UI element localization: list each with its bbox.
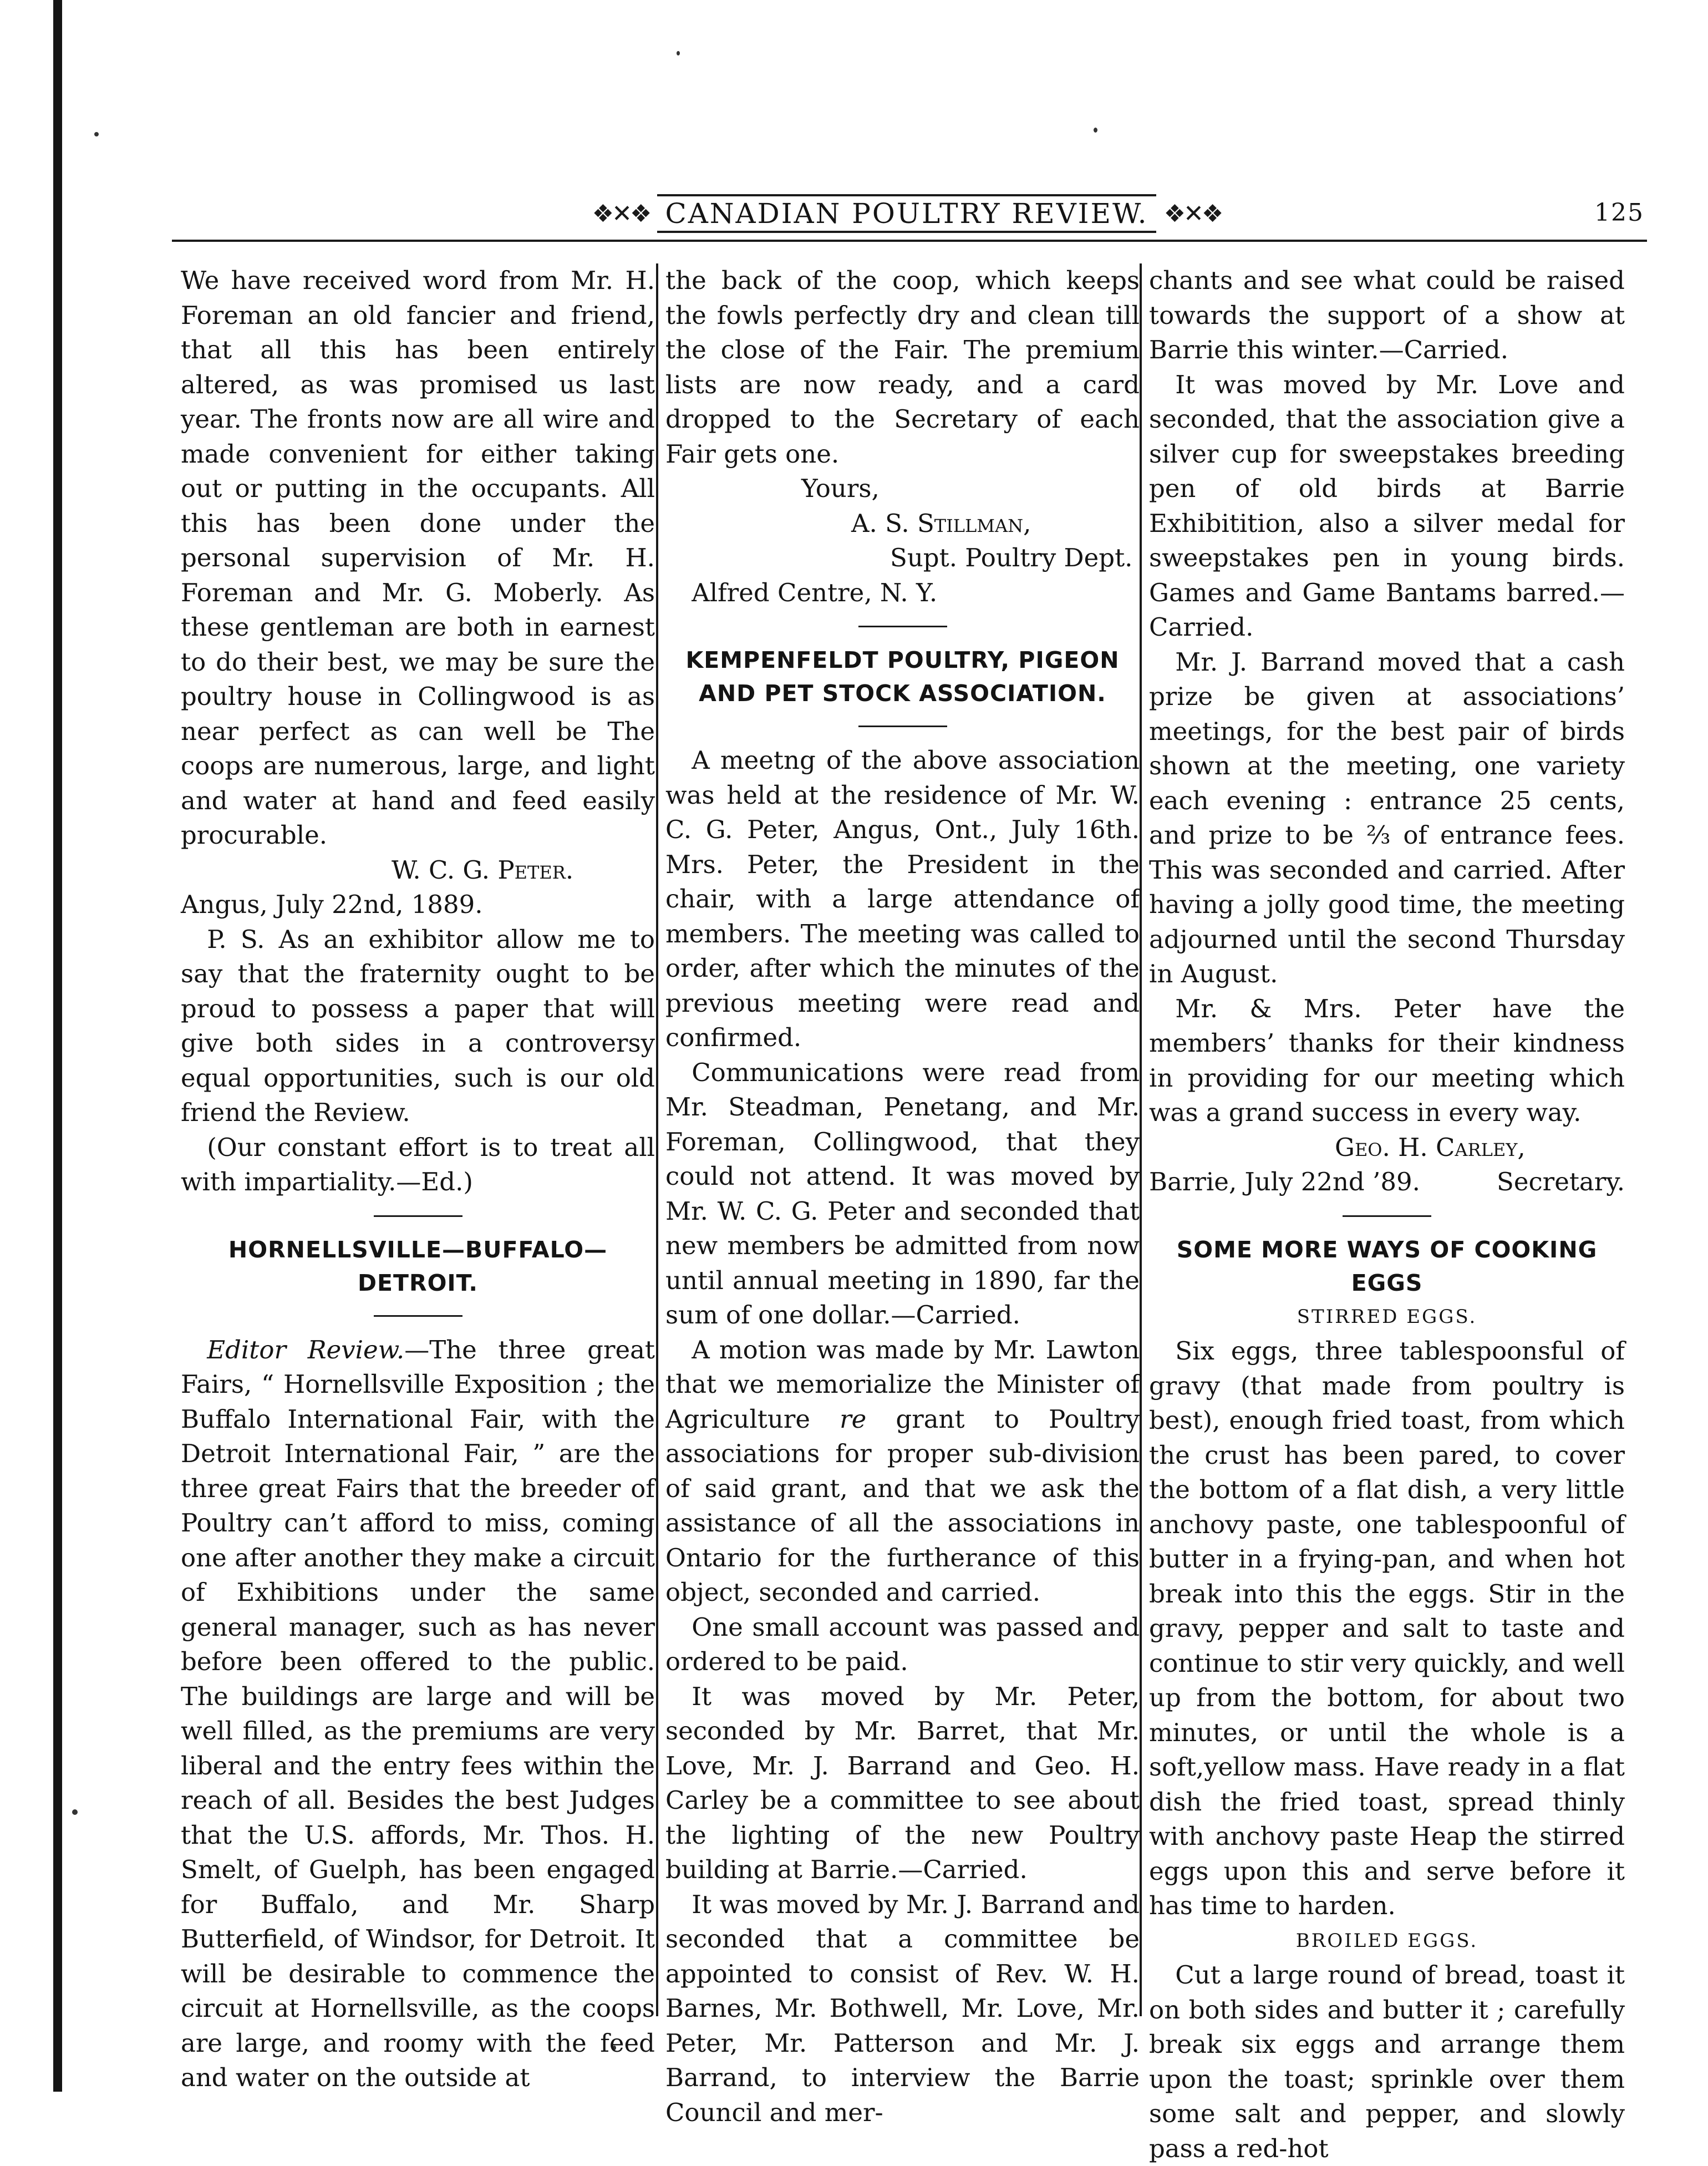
paragraph: Mr. J. Barrand moved that a cash prize be given at associations’ meetings, for the best pair of birds shown at the meeting, one variety each evening : entrance 25 cents, and prize to be ⅔ of entrance fees. This was seconded and carried. After having a jolly good time, the meeting adjourned until the second Thursday in August.: [1149, 647, 1625, 988]
page-number: 125: [1594, 199, 1644, 227]
print-speck: [94, 132, 99, 136]
closing: Yours,: [801, 474, 880, 503]
column-divider: [656, 263, 658, 2016]
postscript: P. S. As an exhibitor allow me to say that the fraternity ought to be proud to possess a paper that will give both sides in a controversy equal opportunities, such is our old friend the Review.: [181, 924, 655, 1127]
recipe-subheading: BROILED EGGS.: [1295, 1929, 1478, 1952]
paragraph: A meetng of the above association was held at the residence of Mr. W. C. G. Peter, Angus, Ont., July 16th. Mrs. Peter, the President in the chair, with a large attendance of members. The meeting was called to order, after which the minutes of the previous meeting were read and confirmed.: [665, 745, 1140, 1052]
editor-note: (Our constant effort is to treat all with impartiality.—Ed.): [181, 1132, 655, 1196]
section-rule: [374, 1315, 462, 1317]
place-line: Alfred Centre, N. Y.: [692, 577, 938, 607]
signature-date: Barrie, July 22nd ’89.: [1149, 1167, 1420, 1196]
paragraph: It was moved by Mr. Peter, seconded by Mr. Barret, that Mr. Love, Mr. J. Barrand and Geo. H. Carley be a committee to see about the lighting of the new Poultry building at Barrie.—Carried.: [665, 1681, 1140, 1884]
section-rule: [374, 1215, 462, 1217]
masthead-title: CANADIAN POULTRY REVIEW.: [657, 194, 1156, 233]
signature-title: Supt. Poultry Dept.: [890, 543, 1133, 572]
paragraph: [181, 1333, 655, 2096]
column-2: [665, 263, 1140, 2127]
right-ornament-icon: ❖✕❖: [1163, 199, 1222, 228]
signature: W. C. G. Peter.: [392, 855, 574, 885]
paragraph: [665, 1333, 1140, 1610]
signature: Geo. H. Carley,: [1335, 1132, 1526, 1162]
paragraph-text: A motion was made by Mr. Lawton that we memorialize the Minister of Agriculture: [665, 1335, 1140, 1434]
paragraph: Cut a large round of bread, toast it on both sides and butter it ; carefully break six eggs and arrange them upon the toast; sprinkle over them some salt and pepper, and slowly pass a red-hot: [1149, 1960, 1625, 2163]
article-heading: KEMPENFELDT POULTRY, PIGEON AND PET STOCK ASSOCIATION.: [685, 647, 1120, 707]
paragraph: Six eggs, three tablespoonsful of gravy (that made from poultry is best), enough fried toast, from which the crust has been pared, to cover the bottom of a flat dish, a very little anchovy paste, one tablespoonful of butter in a frying-pan, and when hot break into this the eggs. Stir in the gravy, pepper and salt to taste and continue to stir very quickly, and well up from the bottom, for about two minutes, or until the whole is a soft,yellow mass. Have ready in a flat dish the fried toast, spread thinly with anchovy paste Heap the stirred eggs upon this and serve before it has time to harden.: [1149, 1336, 1625, 1920]
paragraph: Communications were read from Mr. Steadman, Penetang, and Mr. Foreman, Collingwood, that they could not attend. It was moved by Mr. W. C. G. Peter and seconded that new members be admitted from now until annual meeting in 1890, far the sum of one dollar.—Carried.: [665, 1057, 1140, 1330]
print-speck: [72, 1809, 78, 1815]
dateline: Angus, July 22nd, 1889.: [181, 890, 483, 919]
masthead: [592, 194, 1222, 233]
column-1: [181, 263, 655, 2092]
article-heading: HORNELLSVILLE—BUFFALO—DETROIT.: [228, 1236, 608, 1296]
print-speck: [677, 51, 680, 55]
signature-name: A. S. Stillman,: [851, 508, 1031, 538]
recipe-subheading: STIRRED EGGS.: [1297, 1305, 1477, 1328]
column-3: [1149, 263, 1625, 2163]
paragraph: One small account was passed and ordered to be paid.: [665, 1612, 1140, 1676]
section-rule: [858, 626, 947, 627]
section-rule: [858, 726, 947, 727]
paragraph-text: —The three great Fairs, “ Hornellsville Exposition ; the Buffalo International Fair, with the Detroit International Fair, ” are the three great Fairs that the breeder of Poultry can’t afford to miss, coming one after another they make a circuit of Exhibitions under the same general manager, such as has never before been offered to the public. The buildings are large and will be well filled, as the premiums are very liberal and the entry fees within the reach of all. Besides the best Judges that the U.S. affords, Mr. Thos. H. Smelt, of Guelph, has been engaged for Buffalo, and Mr. Sharp Butterfield, of Windsor, for Detroit. It will be desirable to commence the circuit at Hornellsville, as the coops are large, and roomy with the feed and water on the outside at: [181, 1335, 655, 2092]
signature-line: [1149, 1165, 1625, 1200]
header-rule: [172, 240, 1647, 242]
paragraph: chants and see what could be raised towards the support of a show at Barrie this winter.—Carried.: [1149, 266, 1625, 364]
paragraph: It was moved by Mr. J. Barrand and seconded that a committee be appointed to consist of Rev. W. H. Barnes, Mr. Bothwell, Mr. Love, Mr. Peter, Mr. Patterson and Mr. J. Barrand, to interview the Barrie Council and mer-: [665, 1889, 1140, 2127]
article-heading: SOME MORE WAYS OF COOKING EGGS: [1176, 1236, 1598, 1296]
column-divider: [1140, 263, 1142, 2016]
paragraph: the back of the coop, which keeps the fowls perfectly dry and clean till the close of the Fair. The premium lists are now ready, and a card dropped to the Secretary of each Fair gets one.: [665, 266, 1140, 469]
paragraph-text: grant to Poultry associations for proper sub-division of said grant, and that we ask the assistance of all the associations in Ontario for the furtherance of this object, seconded and carried.: [665, 1404, 1140, 1607]
salutation: Editor Review.: [207, 1335, 405, 1364]
italic-re: re: [840, 1404, 867, 1434]
section-rule: [1343, 1215, 1431, 1217]
signature-role: Secretary.: [1497, 1167, 1625, 1196]
paragraph: Mr. & Mrs. Peter have the members’ thanks for their kindness in providing for our meeting which was a grand success in every way.: [1149, 993, 1625, 1127]
binding-edge: [53, 0, 62, 2092]
paragraph: It was moved by Mr. Love and seconded, that the association give a silver cup for sweepstakes breeding pen of old birds at Barrie Exhibitition, also a silver medal for sweepstakes pen in young birds. Games and Game Bantams barred.—Carried.: [1149, 369, 1625, 642]
paragraph: We have received word from Mr. H. Foreman an old fancier and friend, that all this has been entirely altered, as was promised us last year. The fronts now are all wire and made convenient for either taking out or putting in the occupants. All this has been done under the personal supervision of Mr. H. Foreman and Mr. G. Moberly. As these gentleman are both in earnest to do their best, we may be sure the poultry house in Collingwood is as near perfect as can well be The coops are numerous, large, and light and water at hand and feed easily procurable.: [181, 266, 655, 850]
print-speck: [1094, 128, 1097, 133]
left-ornament-icon: ❖✕❖: [592, 199, 650, 228]
